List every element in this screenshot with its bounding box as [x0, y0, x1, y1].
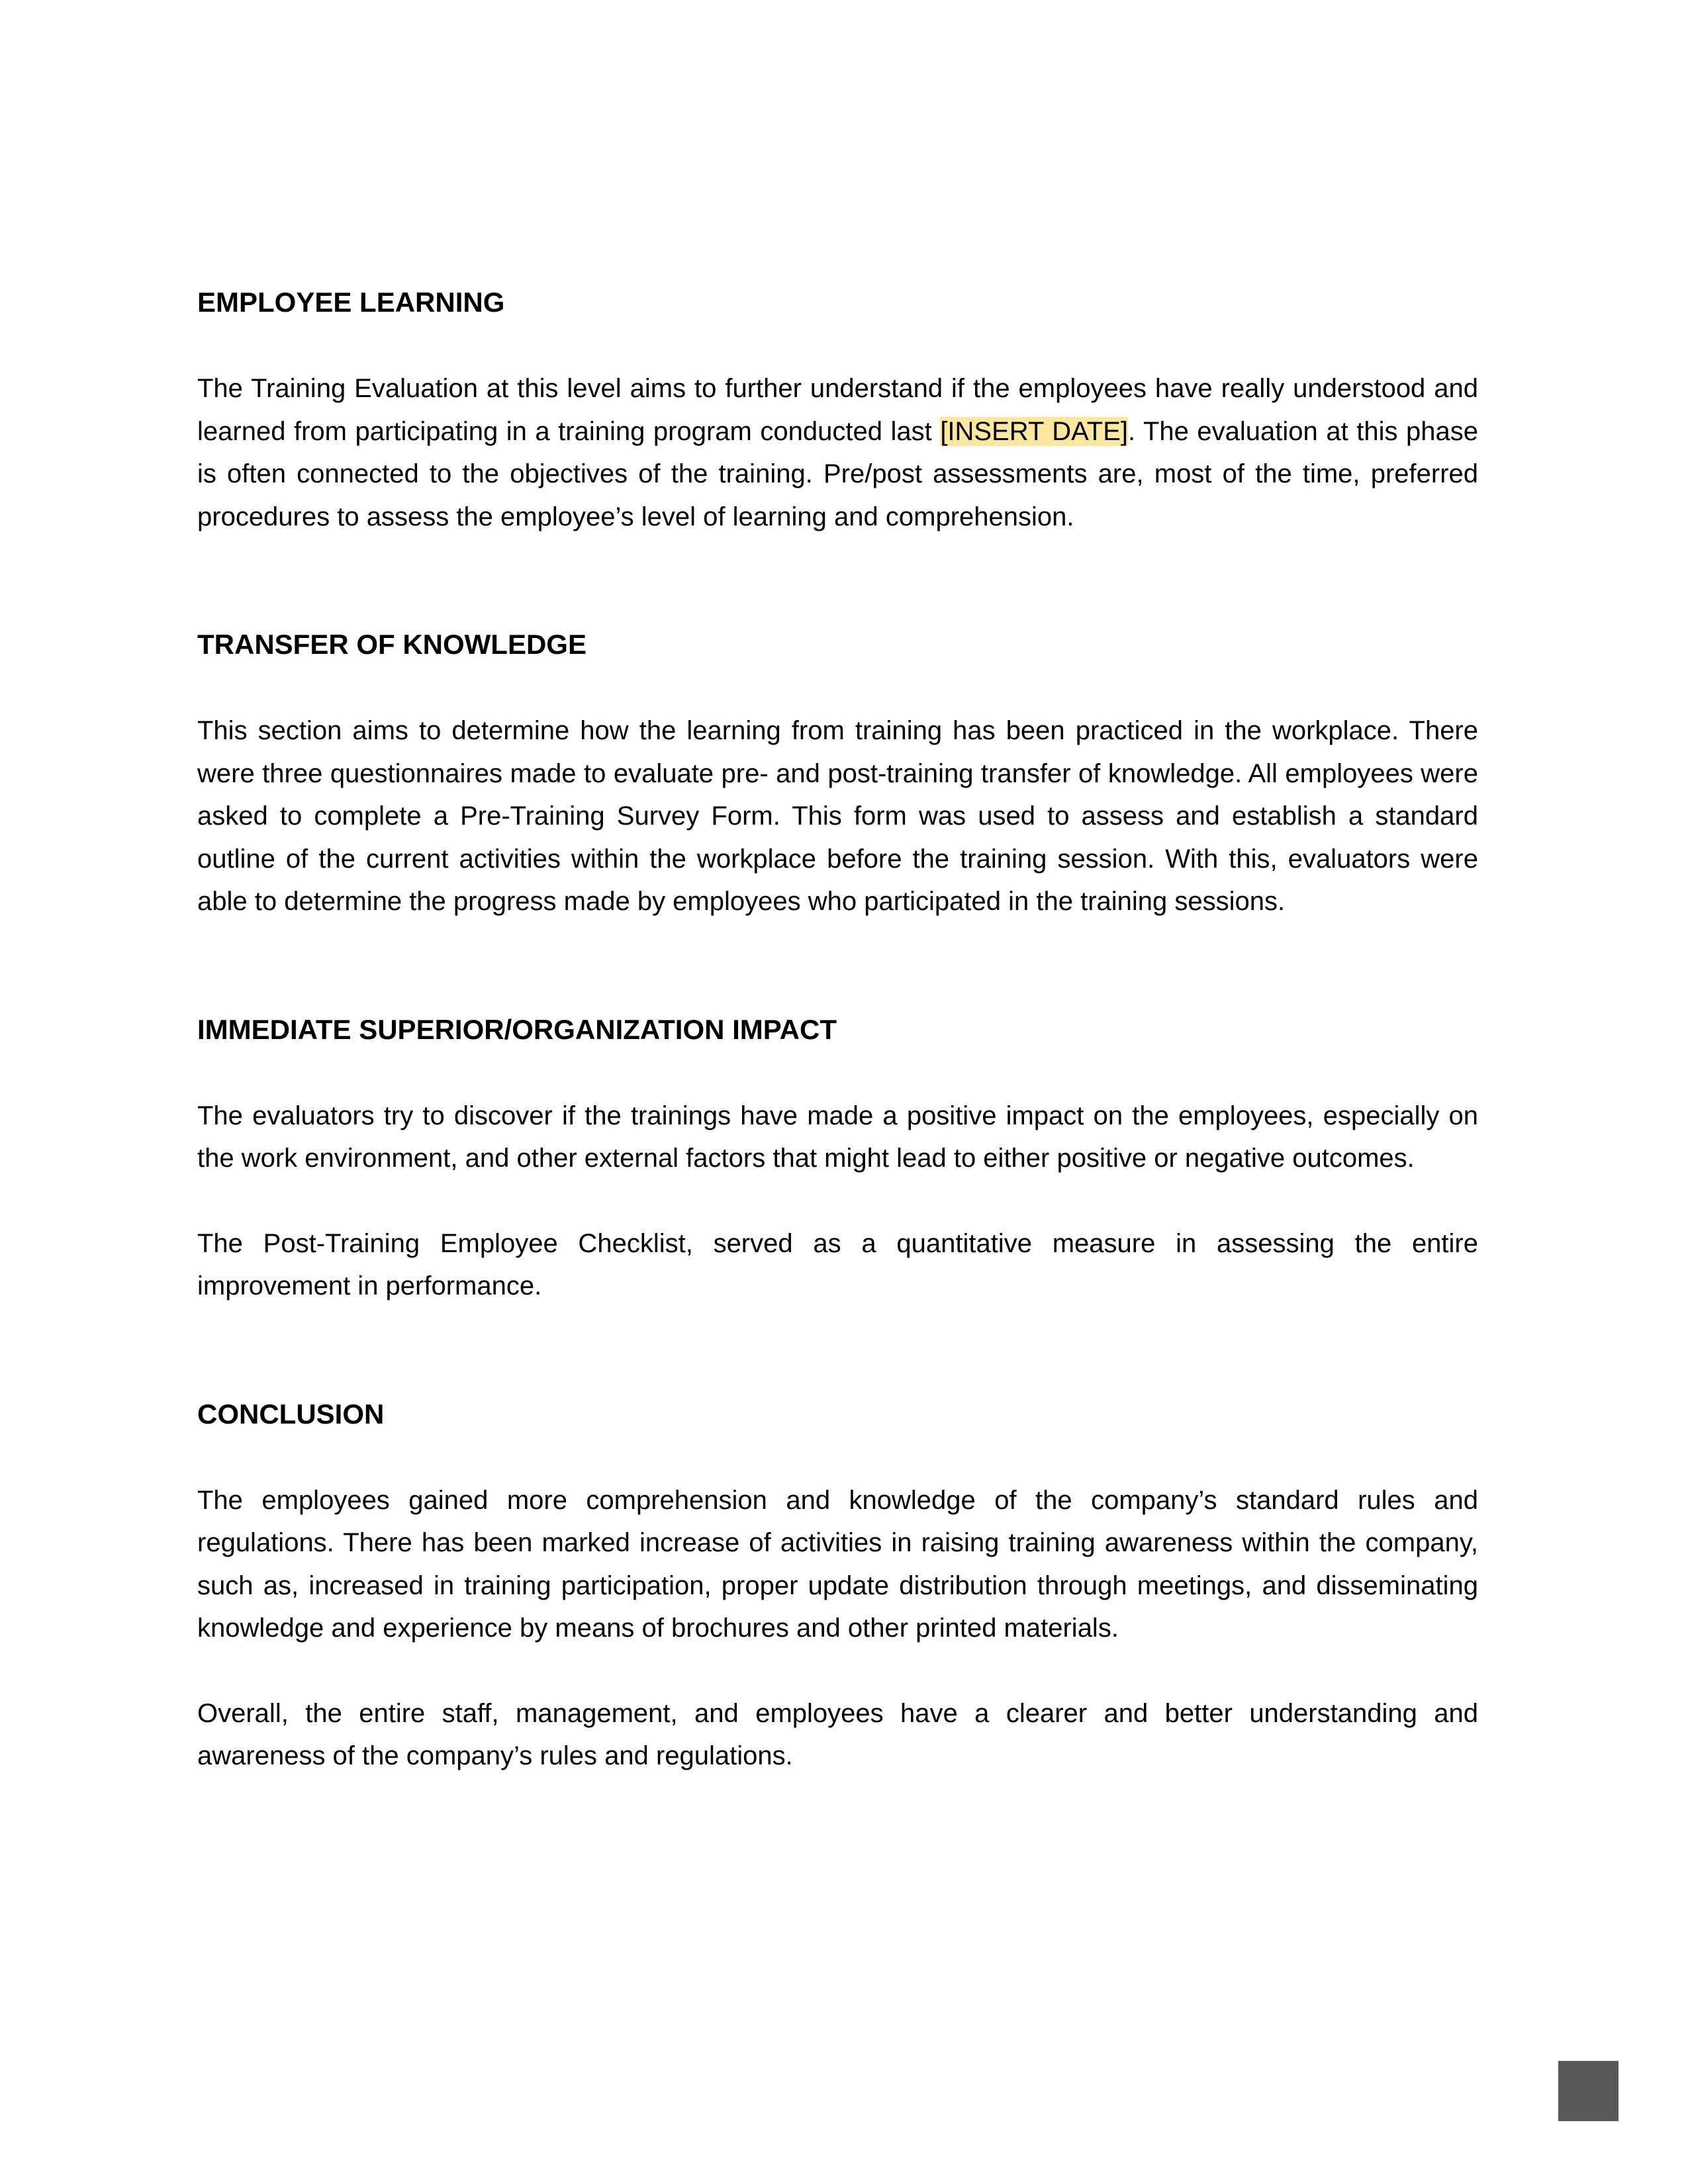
section-paragraph: This section aims to determine how the learning from training has been practiced in the workplace. There were three questionnaires made to evaluate pre- and post-training transfer of knowledge. All employees were asked to complete a Pre-Training Survey Form. This form was used to assess and establish a standard outline of the current activities within the workplace before the training session. With this, evaluators were able to determine the progress made by employees who participated in the training sessions. — [197, 716, 1478, 916]
section-heading: TRANSFER OF KNOWLEDGE — [197, 629, 586, 660]
section-conclusion — [197, 1393, 1478, 1778]
paragraph-text: . The evaluation at this phase is often connected to the objectives of the training. Pre/post assessments are, most of the time, preferred procedures to assess the employee’s level of learning and comprehension. — [197, 416, 1478, 531]
section-heading: EMPLOYEE LEARNING — [197, 287, 505, 318]
section-paragraph — [197, 367, 1478, 538]
paragraph-text: The Training Evaluation at this level aims to further understand if the employees have really understood and learned from participating in a training program conducted last — [197, 374, 1478, 446]
section-paragraph: The employees gained more comprehension and knowledge of the company’s standard rules and regulations. There has been marked increase of activities in raising training awareness within the company, such as, increased in training participation, proper update distribution through meetings, and disseminating knowledge and experience by means of brochures and other printed materials. — [197, 1485, 1478, 1643]
section-paragraph: The Post-Training Employee Checklist, served as a quantitative measure in assessing the entire improvement in performance. — [197, 1228, 1478, 1300]
section-heading: CONCLUSION — [197, 1398, 385, 1430]
page-corner-square — [1558, 2061, 1618, 2121]
section-immediate-superior-organization-impact — [197, 1009, 1478, 1308]
section-paragraph: The evaluators try to discover if the trainings have made a positive impact on the employees, especially on the work environment, and other external factors that might lead to either positive or negative outcomes. — [197, 1101, 1478, 1173]
insert-date-placeholder[interactable]: [INSERT DATE] — [940, 416, 1129, 446]
section-paragraph: Overall, the entire staff, management, and employees have a clearer and better understanding and awareness of the company’s rules and regulations. — [197, 1698, 1478, 1770]
section-employee-learning — [197, 281, 1478, 538]
section-heading: IMMEDIATE SUPERIOR/ORGANIZATION IMPACT — [197, 1013, 837, 1045]
document-body — [197, 281, 1478, 1778]
section-transfer-of-knowledge — [197, 623, 1478, 923]
